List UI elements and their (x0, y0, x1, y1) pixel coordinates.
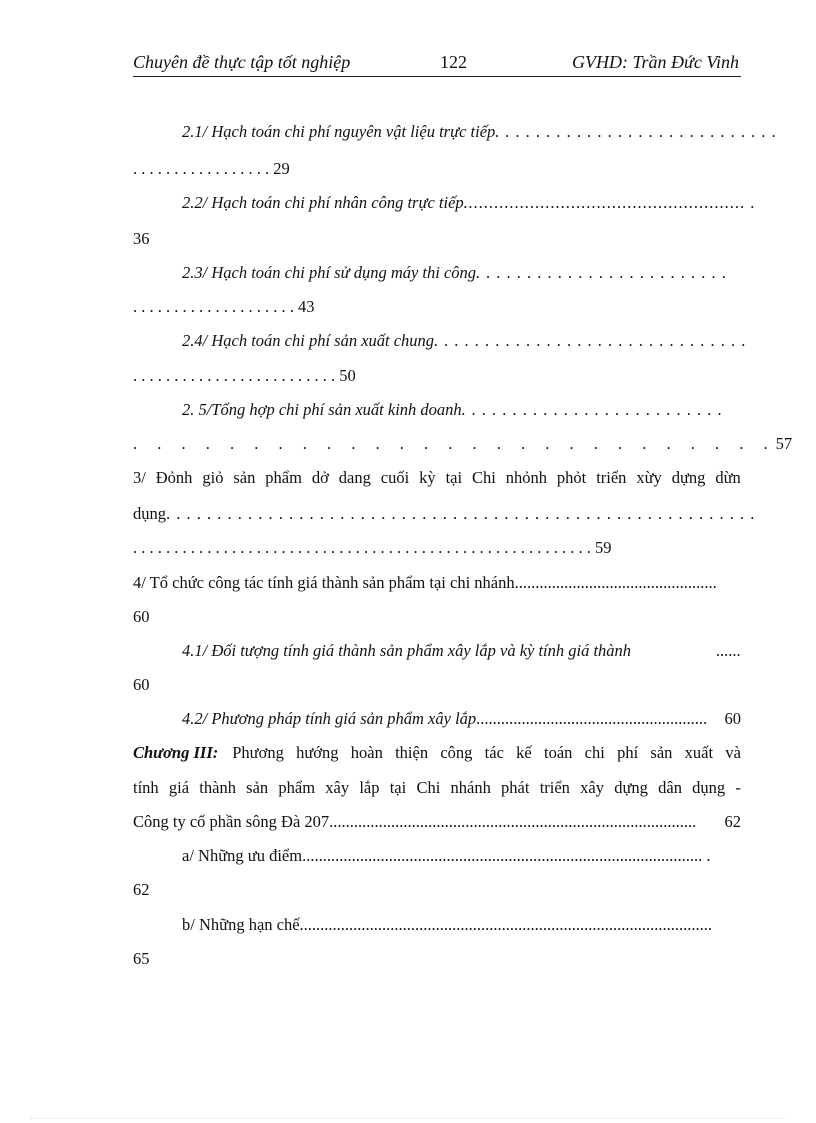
page-number: 122 (440, 52, 467, 72)
toc-entry-2-3 (182, 263, 741, 289)
word: sản (233, 468, 256, 487)
toc-entry-title: 2.2/ Hạch toán chi phí nhân công trực tiếp (182, 193, 464, 212)
toc-leader-dots: ................................................................................................. . (302, 846, 711, 865)
toc-entry-title: 4.2/ Phương pháp tính giá sản phẩm xây lắp (182, 709, 477, 728)
word: thành (199, 778, 236, 797)
toc-entry-2-4-cont (133, 366, 741, 392)
word: xây (325, 778, 350, 797)
word: giá (168, 778, 190, 797)
word: xừy (636, 468, 662, 487)
toc-entry-title-cont: dụng (133, 504, 166, 523)
toc-entry-3 (133, 468, 741, 494)
word: Phương (232, 743, 284, 762)
toc-entry-2-1 (182, 122, 778, 148)
toc-leader-dots: . . . . . . . . . . . . . . . . . . . . . . . . . . . . (495, 122, 778, 141)
word: phí (617, 743, 639, 762)
toc-entry-title: 2.3/ Hạch toán chi phí sử dụng máy thi công (182, 263, 477, 282)
word: lắp (359, 778, 380, 797)
toc-entry-4-page (133, 607, 741, 633)
word: toán (543, 743, 573, 762)
word: Chi (471, 468, 496, 487)
word: dừn (715, 468, 741, 487)
toc-leader-page: . . . . . . . . . . . . . . . . . . . . . . . . . . . . . . . . . . . . . . . . . . . . . . . . . . . . . . . . 59 (133, 538, 612, 557)
toc-entry-title: 2.1/ Hạch toán chi phí nguyên vật liệu trực tiếp (182, 122, 496, 141)
word: triển (539, 778, 570, 797)
toc-leader-dots: .................................................................................................... (299, 915, 713, 934)
toc-leader-page: . . . . . . . . . . . . . . . . . 29 (133, 159, 290, 178)
toc-entry-4 (133, 573, 741, 599)
toc-leader-dots: ...... (716, 641, 741, 660)
word: xây (580, 778, 604, 797)
toc-entry-b (182, 915, 741, 941)
toc-entry-a-page (133, 880, 741, 906)
word: tại (389, 778, 407, 797)
toc-entry-title: 4/ Tổ chức công tác tính giá thành sản phẩm tại chi nhánh (133, 573, 515, 592)
toc-entry-2-4 (182, 331, 747, 357)
word: Đỏnh (155, 468, 193, 487)
header-supervisor: GVHD: Trần Đức Vinh (572, 52, 739, 72)
word: nhỏnh (505, 468, 547, 487)
toc-leader-dots: ....................................................... . (463, 193, 756, 212)
toc-entry-3-page (133, 538, 741, 564)
page-bottom-edge (30, 1118, 786, 1119)
toc-entry-2-5-cont (133, 434, 793, 460)
toc-entry-title: b/ Những hạn chế (182, 915, 300, 934)
header-title: Chuyên đề thực tập tốt nghiệp (133, 52, 351, 72)
toc-leader-dots: ........................................................ (476, 709, 708, 728)
word: chi (584, 743, 605, 762)
word: - (735, 778, 741, 797)
word: dang (338, 468, 371, 487)
toc-entry-3-cont (133, 504, 756, 530)
word: phát (501, 778, 530, 797)
toc-page-number: 60 (133, 675, 150, 694)
word: sản (246, 778, 269, 797)
word: phỏt (556, 468, 587, 487)
toc-leader-dots: ......................................................................................... (329, 812, 697, 831)
toc-entry-b-page (133, 949, 741, 975)
word: dụng (692, 778, 726, 797)
word: tác (484, 743, 504, 762)
toc-entry-title: 2. 5/Tổng hợp chi phí sản xuất kinh doanh (182, 400, 462, 419)
word: giỏ (202, 468, 224, 487)
word: công (440, 743, 473, 762)
toc-page-number: 57 (775, 434, 793, 453)
toc-entry-title (133, 468, 741, 488)
toc-entry-2-2-page (133, 229, 741, 255)
toc-page-number: 65 (133, 949, 150, 968)
chapter-title-cont (133, 778, 741, 798)
toc-page-number: 60 (724, 709, 741, 728)
word: cuối (380, 468, 410, 487)
toc-page-number: 60 (133, 607, 150, 626)
toc-leader-dots: . . . . . . . . . . . . . . . . . . . . . . . . . . . (133, 434, 776, 453)
toc-chapter-3 (133, 743, 741, 769)
word: phẩm (278, 778, 316, 797)
toc-entry-4-1-page (133, 675, 741, 701)
toc-entry-4-1 (182, 641, 741, 667)
toc-entry-2-1-cont (133, 159, 741, 185)
chapter-title (232, 743, 741, 763)
toc-entry-2-2 (182, 193, 756, 219)
word: phẩm (265, 468, 302, 487)
toc-leader-dots: . . . . . . . . . . . . . . . . . . . . . . . . . (476, 263, 728, 282)
word: xuất (684, 743, 714, 762)
toc-page-number: 62 (724, 812, 741, 831)
toc-entry-4-2 (182, 709, 741, 735)
toc-chapter-3-cont (133, 778, 741, 804)
word: dựng (671, 468, 706, 487)
word: nhánh (450, 778, 491, 797)
word: kỳ (419, 468, 436, 487)
toc-entry-title: 4.1/ Đối tượng tính giá thành sản phẩm xây lắp và kỳ tính giá thành (182, 641, 632, 660)
toc-leader-dots: . . . . . . . . . . . . . . . . . . . . . . . . . . . . . . . (434, 331, 747, 350)
word: tại (445, 468, 463, 487)
toc-entry-title: a/ Những ưu điểm (182, 846, 303, 865)
word: dân (658, 778, 682, 797)
word: 3/ (133, 468, 146, 487)
toc-page-number: 62 (133, 880, 150, 899)
word: dựng (614, 778, 648, 797)
toc-leader-page: . . . . . . . . . . . . . . . . . . . . 43 (133, 297, 315, 316)
toc-leader-dots: . . . . . . . . . . . . . . . . . . . . . . . . . . (461, 400, 724, 419)
chapter-label: Chương III: (133, 743, 219, 762)
word: sản (650, 743, 673, 762)
word: tính (133, 778, 159, 797)
toc-leader-page: . . . . . . . . . . . . . . . . . . . . . . . . . 50 (133, 366, 356, 385)
word: và (725, 743, 741, 762)
word: kế (516, 743, 532, 762)
chapter-title-end: Công ty cổ phần sông Đà 207 (133, 812, 330, 831)
toc-entry-2-3-cont (133, 297, 741, 323)
toc-chapter-3-end (133, 812, 741, 838)
word: hoàn (350, 743, 383, 762)
toc-entry-title: 2.4/ Hạch toán chi phí sản xuất chung (182, 331, 435, 350)
word: triển (596, 468, 627, 487)
page-header (133, 50, 741, 77)
word: Chi (416, 778, 441, 797)
word: thiện (395, 743, 429, 762)
toc-entry-2-5 (182, 400, 741, 426)
word: dở (311, 468, 329, 487)
toc-leader-dots: ................................................. (514, 573, 717, 592)
toc-page-number: 36 (133, 229, 150, 248)
toc-leader-dots: . . . . . . . . . . . . . . . . . . . . . . . . . . . . . . . . . . . . . . . . . . . . . . . . . . . . . . . . . . (166, 504, 756, 523)
word: hướng (296, 743, 339, 762)
toc-entry-a (182, 846, 741, 872)
